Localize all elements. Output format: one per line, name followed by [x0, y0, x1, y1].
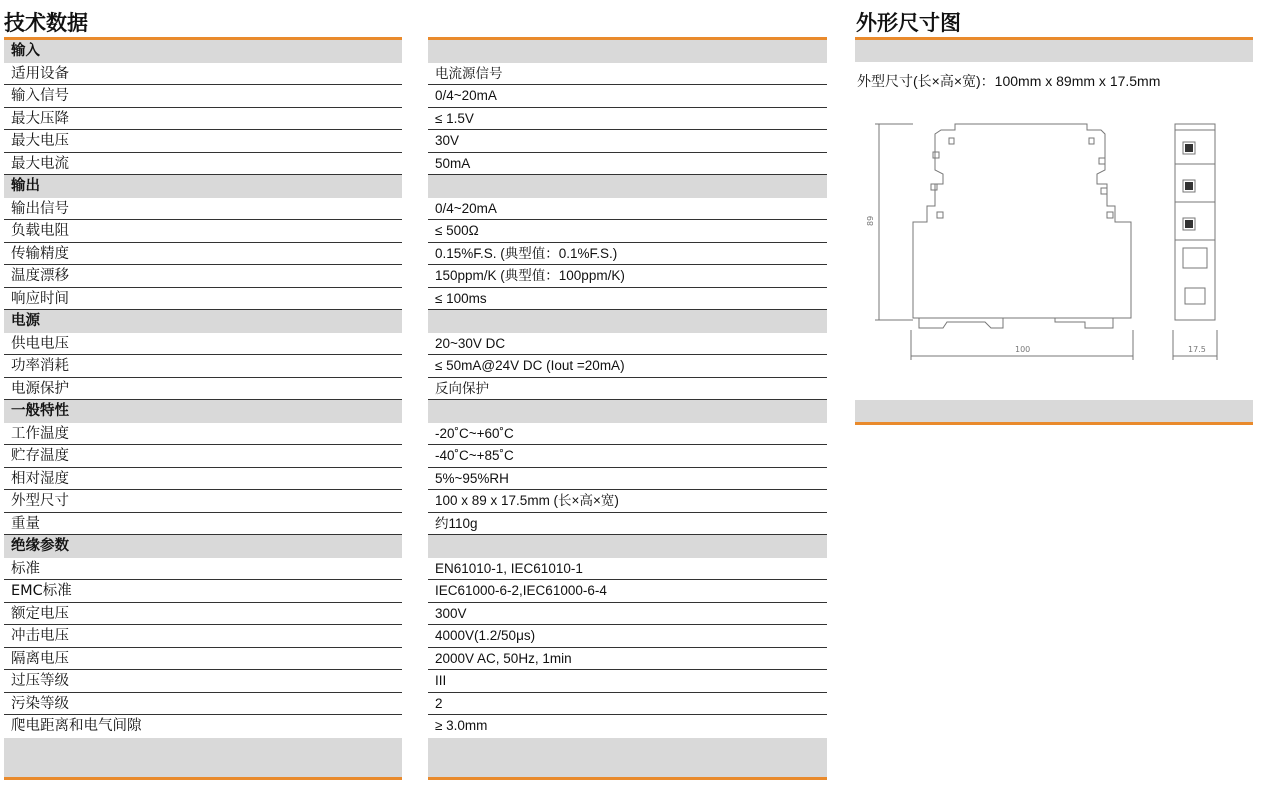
section-header-value	[428, 400, 827, 423]
section-header: 绝缘参数	[4, 535, 402, 558]
spec-value: 300V	[428, 603, 827, 626]
spec-label: 过压等级	[4, 670, 402, 693]
spec-value: III	[428, 670, 827, 693]
spec-label: 标准	[4, 558, 402, 581]
spec-value: 2000V AC, 50Hz, 1min	[428, 648, 827, 671]
depth-label: 17.5	[1188, 345, 1206, 354]
table-footer	[4, 738, 402, 777]
section-header: 一般特性	[4, 400, 402, 423]
dimension-panel	[855, 37, 1253, 425]
spec-value: 0/4~20mA	[428, 198, 827, 221]
spec-label: 输出信号	[4, 198, 402, 221]
spec-value: -20˚C~+60˚C	[428, 423, 827, 446]
accent-rule	[855, 422, 1253, 425]
spec-value: -40˚C~+85˚C	[428, 445, 827, 468]
section-header-value	[428, 40, 827, 63]
spec-label: 供电电压	[4, 333, 402, 356]
spec-value: 电流源信号	[428, 63, 827, 86]
spec-value: 5%~95%RH	[428, 468, 827, 491]
accent-rule	[4, 777, 402, 780]
section-header: 输入	[4, 40, 402, 63]
spec-value: 0.15%F.S. (典型值：0.1%F.S.)	[428, 243, 827, 266]
spec-value: 反向保护	[428, 378, 827, 401]
spec-value-column	[428, 37, 827, 780]
spec-label: 爬电距离和电气间隙	[11, 718, 142, 734]
spec-value: IEC61000-6-2,IEC61000-6-4	[428, 580, 827, 603]
spec-label: 工作温度	[4, 423, 402, 446]
spec-label: 相对湿度	[4, 468, 402, 491]
section-header-value	[428, 535, 827, 558]
spec-value: ≤ 100ms	[428, 288, 827, 311]
section-header: 电源	[4, 310, 402, 333]
spec-value: 0/4~20mA	[428, 85, 827, 108]
tech-data-title: 技术数据	[4, 11, 88, 35]
spec-label: 功率消耗	[4, 355, 402, 378]
dimension-drawing	[855, 94, 1253, 400]
spec-value: 约110g	[428, 513, 827, 536]
spec-value: ≥ 3.0mm	[435, 718, 488, 733]
section-header-value	[428, 310, 827, 333]
spec-label: 传输精度	[4, 243, 402, 266]
spec-label-column	[4, 37, 402, 780]
accent-rule	[428, 777, 827, 780]
dimension-text: 外型尺寸(长×高×宽)：100mm x 89mm x 17.5mm	[857, 73, 1161, 89]
spec-value: 150ppm/K (典型值：100ppm/K)	[428, 265, 827, 288]
spec-label: 最大电压	[4, 130, 402, 153]
dimension-drawing-title: 外形尺寸图	[856, 11, 961, 35]
spec-label: 负载电阻	[4, 220, 402, 243]
section-header-value	[428, 175, 827, 198]
width-label: 100	[1015, 345, 1031, 354]
spec-value: ≤ 50mA@24V DC (Iout =20mA)	[428, 355, 827, 378]
spec-label: 最大电流	[4, 153, 402, 176]
spec-label: 外型尺寸	[4, 490, 402, 513]
spec-value: 20~30V DC	[428, 333, 827, 356]
spec-label: 隔离电压	[4, 648, 402, 671]
side-view-outline	[913, 124, 1131, 318]
spec-label: 电源保护	[4, 378, 402, 401]
panel-footer-bar	[855, 400, 1253, 422]
height-label: 89	[866, 215, 875, 226]
spec-label: 响应时间	[4, 288, 402, 311]
section-header: 输出	[4, 175, 402, 198]
spec-value: 50mA	[428, 153, 827, 176]
panel-header-bar	[855, 40, 1253, 62]
spec-value: ≤ 500Ω	[428, 220, 827, 243]
spec-value: 100 x 89 x 17.5mm (长×高×宽)	[428, 490, 827, 513]
spec-label: 冲击电压	[4, 625, 402, 648]
spec-label: 最大压降	[4, 108, 402, 131]
spec-label: 贮存温度	[4, 445, 402, 468]
spec-label: 重量	[4, 513, 402, 536]
spec-label: 额定电压	[4, 603, 402, 626]
spec-label: EMC标准	[4, 580, 402, 603]
spec-label: 污染等级	[4, 693, 402, 716]
spec-label: 输入信号	[4, 85, 402, 108]
table-footer	[428, 738, 827, 777]
spec-value: 30V	[428, 130, 827, 153]
spec-value: 2	[428, 693, 827, 716]
spec-value: 4000V(1.2/50μs)	[428, 625, 827, 648]
spec-value: EN61010-1, IEC61010-1	[428, 558, 827, 581]
spec-label: 适用设备	[4, 63, 402, 86]
dimension-drawing-svg	[855, 94, 1253, 400]
spec-label: 温度漂移	[4, 265, 402, 288]
spec-value: ≤ 1.5V	[428, 108, 827, 131]
